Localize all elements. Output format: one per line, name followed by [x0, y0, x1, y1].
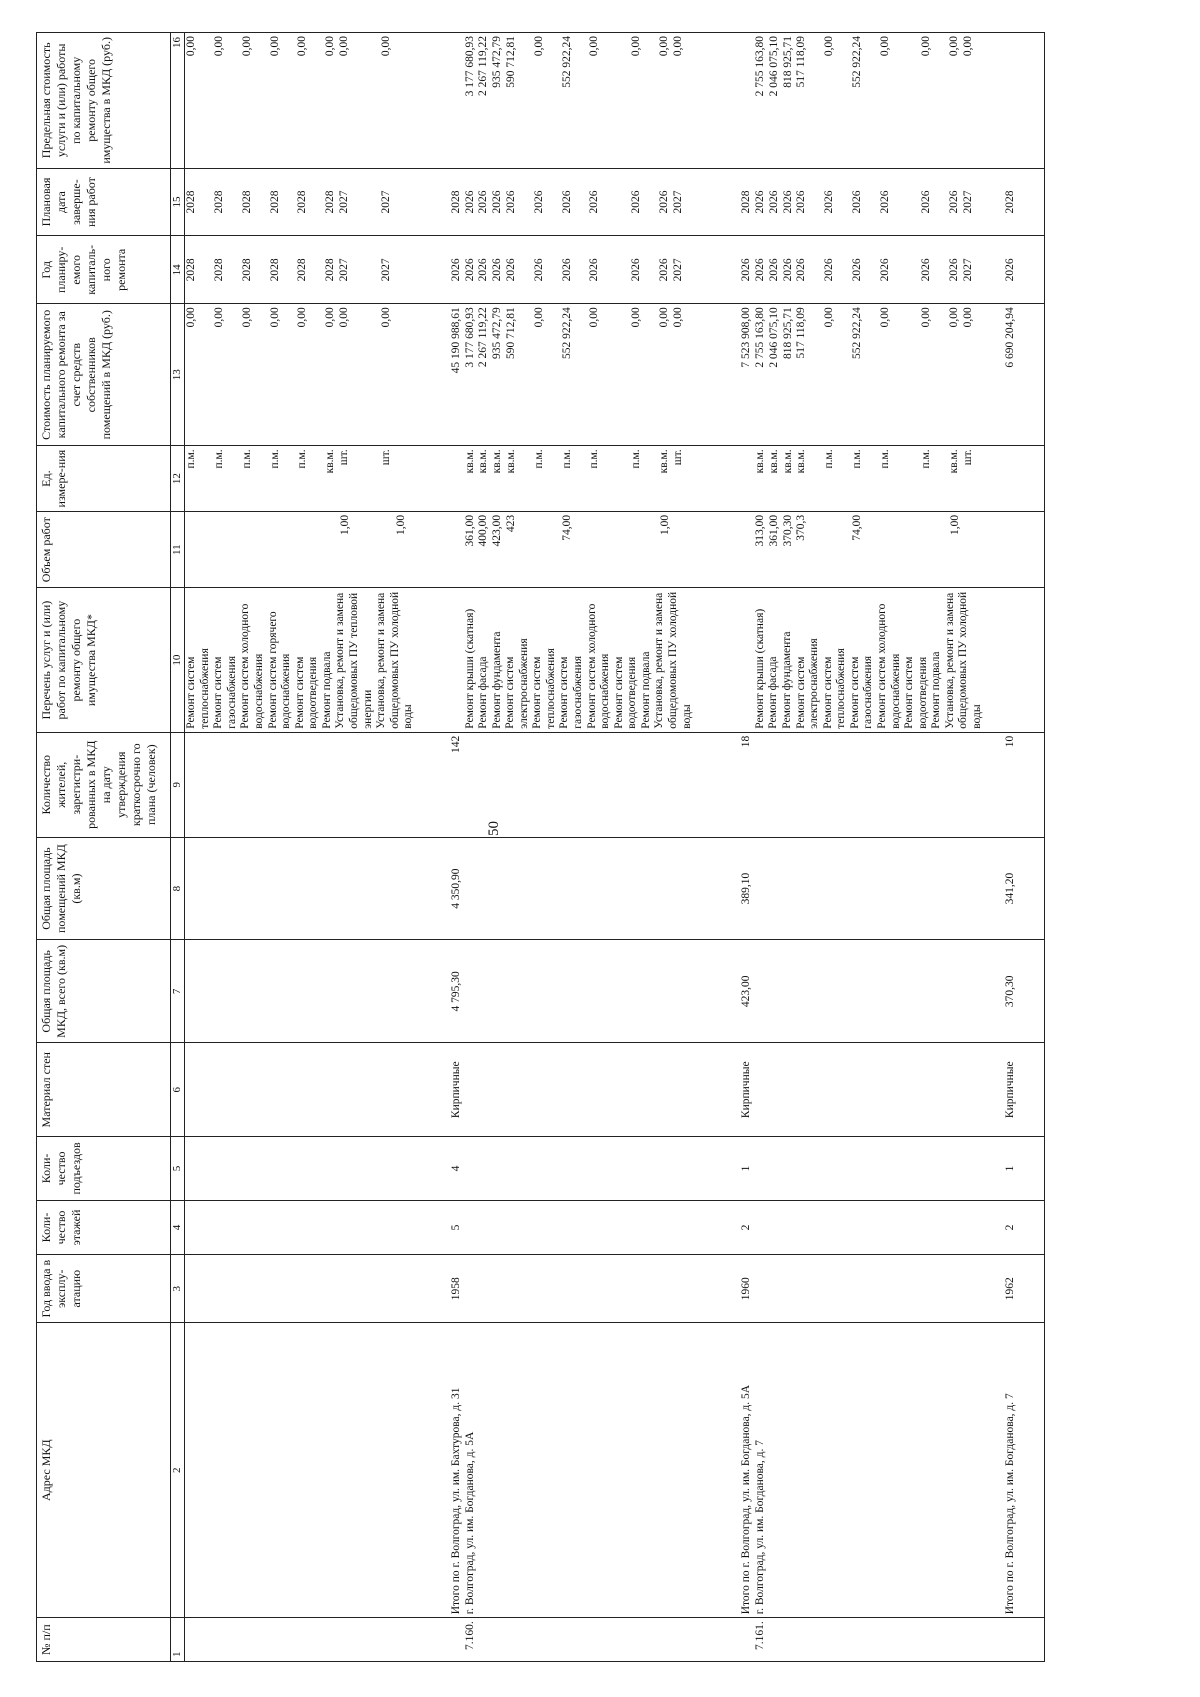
- total-row: [694, 33, 754, 1662]
- column-number: 15: [171, 168, 185, 236]
- unit-value: шт.: [379, 449, 392, 466]
- end-date-value: 2027: [337, 190, 350, 214]
- column-number: 12: [171, 446, 185, 512]
- header-cell: Коли-чество подъездов: [37, 1137, 171, 1200]
- year-value: 2027: [379, 258, 392, 282]
- end-date-value: 2026: [753, 190, 766, 214]
- end-date-list: [464, 168, 695, 236]
- unit-value: кв.м.: [767, 449, 780, 474]
- work-item: Ремонт систем водоотведения: [612, 656, 639, 729]
- cost-value: 0,00: [823, 307, 836, 328]
- end-date-value: 2026: [477, 190, 490, 214]
- header-cell: Адрес МКД: [37, 1323, 171, 1618]
- limit-value: 0,00: [878, 36, 891, 57]
- end-date-list: [185, 168, 416, 236]
- year-list: [185, 236, 416, 304]
- area-total: 4 795,30: [416, 940, 464, 1043]
- work-item: Ремонт систем электроснабжения: [504, 638, 530, 729]
- area-rooms: 389,10: [694, 837, 754, 940]
- cost-value: 0,00: [240, 307, 253, 328]
- header-cell: Предельная стоимость услуги и (или) работы по капитальному ремонту общего имущества в МКД (руб.): [37, 33, 171, 169]
- year-value: 2026: [532, 258, 545, 282]
- end-date-value: 2026: [630, 190, 643, 214]
- end-date-value: 2026: [560, 190, 573, 214]
- year-value: 2028: [296, 258, 309, 282]
- unit-value: кв.м.: [781, 449, 794, 474]
- volume-list: [185, 511, 416, 588]
- cost-list: [754, 304, 985, 446]
- volume-value: 423,00: [491, 514, 504, 547]
- year-value: 2028: [185, 258, 198, 282]
- limit-value: 0,00: [212, 36, 225, 57]
- end-date-value: 2026: [504, 190, 517, 214]
- volume-value: 361,00: [463, 514, 476, 547]
- cost-value: 517 118,09: [795, 307, 808, 359]
- limit-value: 0,00: [185, 36, 198, 57]
- column-number: 2: [171, 1323, 185, 1618]
- limit-value: 3 177 680,93: [463, 36, 476, 97]
- end-date-value: 2026: [878, 190, 891, 214]
- year-value: 2028: [240, 258, 253, 282]
- header-cell: Перечень услуг и (или) работ по капитальному ремонту общего имущества МКД*: [37, 588, 171, 732]
- building-row: [754, 33, 985, 1662]
- end-date-value: 2026: [781, 190, 794, 214]
- unit-value: п.м.: [823, 449, 836, 469]
- unit-value: кв.м.: [504, 449, 517, 474]
- limit-value: 0,00: [920, 36, 933, 57]
- unit-value: кв.м.: [477, 449, 490, 474]
- unit-value: п.м.: [560, 449, 573, 469]
- year-value: 2027: [337, 258, 350, 282]
- work-item: Ремонт систем водоотведения: [293, 656, 320, 729]
- column-number: 1: [171, 1618, 185, 1662]
- cost-value: 2 755 163,80: [753, 307, 766, 368]
- unit-value: п.м.: [268, 449, 281, 469]
- entrances: 4: [416, 1137, 464, 1200]
- year-value: 2026: [560, 258, 573, 282]
- unit-value: п.м.: [920, 449, 933, 469]
- work-item: Ремонт систем газоснабжения: [212, 655, 238, 729]
- limit-value: 2 046 075,10: [767, 36, 780, 97]
- header-cell: Плановая дата заверше-ния работ: [37, 168, 171, 236]
- year-value: 2026: [657, 258, 670, 282]
- limit-value: 0,00: [823, 36, 836, 57]
- year-value: 2026: [920, 258, 933, 282]
- unit-value: шт.: [671, 449, 684, 466]
- header-cell: № п/п: [37, 1618, 171, 1662]
- column-number: 13: [171, 304, 185, 446]
- unit-value: п.м.: [630, 449, 643, 469]
- work-item: Ремонт фундамента: [781, 631, 794, 729]
- cost-value: 2 267 119,22: [477, 307, 490, 368]
- volume-value: 1,00: [339, 514, 352, 536]
- total-end: 2028: [984, 168, 1045, 236]
- year-list: [754, 236, 985, 304]
- limit-value: 818 925,71: [781, 36, 794, 88]
- cost-value: 0,00: [324, 307, 337, 328]
- rotated-page: [36, 32, 1200, 1662]
- cost-list: [185, 304, 416, 446]
- end-date-value: 2026: [767, 190, 780, 214]
- limit-value: 0,00: [630, 36, 643, 57]
- end-date-value: 2026: [463, 190, 476, 214]
- header-cell: Общая площадь помещений МКД (кв.м): [37, 837, 171, 940]
- work-item: Ремонт систем теплоснабжения: [821, 648, 848, 729]
- residents: 10: [984, 732, 1045, 837]
- year-value: 2028: [324, 258, 337, 282]
- cost-value: 552 922,24: [850, 307, 863, 359]
- header-cell: Материал стен: [37, 1043, 171, 1137]
- volume-value: 313,00: [753, 514, 766, 547]
- year-value: 2026: [795, 258, 808, 282]
- limit-value: 0,00: [296, 36, 309, 57]
- work-item: Установка, ремонт и замена общедомовых ПУ холодной воды: [653, 591, 693, 729]
- limit-list: [185, 33, 416, 169]
- total-end: 2028: [694, 168, 754, 236]
- floors: 5: [416, 1200, 464, 1255]
- volume-value: 74,00: [851, 514, 864, 541]
- end-date-value: 2026: [491, 190, 504, 214]
- year-built: 1960: [694, 1255, 754, 1323]
- work-item: Ремонт систем электроснабжения: [794, 638, 821, 729]
- unit-value: п.м.: [850, 449, 863, 469]
- end-date-value: 2028: [212, 190, 225, 214]
- limit-value: 0,00: [324, 36, 337, 57]
- end-date-value: 2028: [324, 190, 337, 214]
- work-item: Ремонт крыши (скатная): [463, 608, 476, 729]
- cost-value: 0,00: [268, 307, 281, 328]
- header-cell: Коли-чество этажей: [37, 1200, 171, 1255]
- cost-value: 0,00: [962, 307, 975, 328]
- end-date-value: 2026: [850, 190, 863, 214]
- limit-value: 0,00: [948, 36, 961, 57]
- table-row: [185, 33, 416, 1662]
- column-number-row: [171, 33, 185, 1662]
- limit-value: 0,00: [588, 36, 601, 57]
- limit-list: [464, 33, 695, 169]
- building-address: г. Волгоград, ул. им. Богданова, д. 7: [754, 1323, 985, 1618]
- unit-value: кв.м.: [657, 449, 670, 474]
- year-value: 2026: [878, 258, 891, 282]
- cost-value: 0,00: [379, 307, 392, 328]
- area-total: 370,30: [984, 940, 1045, 1043]
- area-rooms: 341,20: [984, 837, 1045, 940]
- cost-value: 0,00: [671, 307, 684, 328]
- volume-value: 1,00: [394, 514, 407, 536]
- year-value: 2027: [671, 258, 684, 282]
- end-date-value: 2027: [962, 190, 975, 214]
- row-number: 7.160.: [464, 1618, 695, 1662]
- area-total: 423,00: [694, 940, 754, 1043]
- unit-value: п.м.: [588, 449, 601, 469]
- volume-value: 423: [504, 514, 517, 533]
- limit-value: 2 755 163,80: [753, 36, 766, 97]
- work-item: Ремонт систем водоотведения: [903, 656, 929, 729]
- residents: 142: [416, 732, 464, 837]
- column-number: 7: [171, 940, 185, 1043]
- header-cell: Ед. измере-ния: [37, 446, 171, 512]
- volume-list: [754, 511, 985, 588]
- limit-value: 0,00: [337, 36, 350, 57]
- work-item: Ремонт систем газоснабжения: [558, 655, 585, 729]
- volume-value: 370,30: [781, 514, 794, 547]
- end-date-value: 2026: [920, 190, 933, 214]
- limit-value: 0,00: [962, 36, 975, 57]
- year-value: 2028: [268, 258, 281, 282]
- capital-repair-plan-table: [36, 32, 1045, 1662]
- end-date-value: 2027: [379, 190, 392, 214]
- year-value: 2026: [850, 258, 863, 282]
- column-number: 6: [171, 1043, 185, 1137]
- end-date-value: 2026: [823, 190, 836, 214]
- column-number: 11: [171, 511, 185, 588]
- unit-value: шт.: [962, 449, 975, 466]
- unit-value: п.м.: [212, 449, 225, 469]
- cost-value: 0,00: [185, 307, 198, 328]
- header-cell: Год планиру-емого капиталь-ного ремонта: [37, 236, 171, 304]
- unit-value: кв.м.: [948, 449, 961, 474]
- header-cell: Объем работ: [37, 511, 171, 588]
- unit-value: п.м.: [532, 449, 545, 469]
- unit-list: [185, 446, 416, 512]
- work-item: Ремонт подвала: [639, 651, 652, 729]
- cost-value: 0,00: [588, 307, 601, 328]
- unit-value: п.м.: [296, 449, 309, 469]
- cost-value: 0,00: [296, 307, 309, 328]
- cost-value: 0,00: [920, 307, 933, 328]
- end-date-value: 2026: [532, 190, 545, 214]
- end-date-value: 2028: [185, 190, 198, 214]
- limit-value: 0,00: [379, 36, 392, 57]
- limit-value: 590 712,81: [504, 36, 517, 88]
- year-value: 2026: [504, 258, 517, 282]
- area-rooms: 4 350,90: [416, 837, 464, 940]
- floors: 2: [984, 1200, 1045, 1255]
- cost-value: 0,00: [657, 307, 670, 328]
- volume-value: 370,3: [795, 514, 808, 541]
- year-value: 2026: [588, 258, 601, 282]
- work-list: [185, 588, 416, 732]
- work-item: Ремонт систем газоснабжения: [848, 655, 875, 729]
- work-item: Установка, ремонт и замена общедомовых ПУ тепловой энергии: [334, 592, 374, 729]
- volume-value: 1,00: [948, 514, 961, 536]
- column-number: 9: [171, 732, 185, 837]
- cost-value: 0,00: [948, 307, 961, 328]
- total-address: Итого по г. Волгоград, ул. им. Богданова, д. 5А: [694, 1323, 754, 1618]
- limit-list: [754, 33, 985, 169]
- end-date-value: 2026: [948, 190, 961, 214]
- limit-value: 517 118,09: [795, 36, 808, 88]
- year-value: 2026: [477, 258, 490, 282]
- work-item: Ремонт фундамента: [490, 631, 503, 729]
- year-value: 2026: [781, 258, 794, 282]
- year-value: 2026: [630, 258, 643, 282]
- cost-list: [464, 304, 695, 446]
- work-item: Ремонт систем холодного водоснабжения: [875, 603, 902, 729]
- building-address: г. Волгоград, ул. им. Богданова, д. 5А: [464, 1323, 695, 1618]
- limit-value: 0,00: [671, 36, 684, 57]
- end-date-value: 2026: [795, 190, 808, 214]
- cost-value: 552 922,24: [560, 307, 573, 359]
- year-value: 2026: [823, 258, 836, 282]
- year-value: 2028: [212, 258, 225, 282]
- limit-value: 0,00: [268, 36, 281, 57]
- column-number: 3: [171, 1255, 185, 1323]
- work-item: Ремонт фасада: [767, 656, 780, 729]
- work-item: Ремонт систем теплоснабжения: [531, 648, 557, 729]
- wall-material: Кирпичные: [694, 1043, 754, 1137]
- limit-value: 0,00: [657, 36, 670, 57]
- unit-value: кв.м.: [753, 449, 766, 474]
- year-value: 2026: [767, 258, 780, 282]
- unit-value: кв.м.: [491, 449, 504, 474]
- total-year: 2026: [416, 236, 464, 304]
- building-row: [464, 33, 695, 1662]
- total-address: Итого по г. Волгоград, ул. им. Богданова, д. 7: [984, 1323, 1045, 1618]
- column-number: 5: [171, 1137, 185, 1200]
- total-row: [416, 33, 464, 1662]
- cost-value: 3 177 680,93: [463, 307, 476, 368]
- year-value: 2026: [948, 258, 961, 282]
- limit-value: 552 922,24: [560, 36, 573, 88]
- work-item: Ремонт крыши (скатная): [753, 608, 766, 729]
- cost-value: 0,00: [878, 307, 891, 328]
- entrances: 1: [694, 1137, 754, 1200]
- year-value: 2026: [753, 258, 766, 282]
- end-date-value: 2028: [268, 190, 281, 214]
- entrances: 1: [984, 1137, 1045, 1200]
- work-list: [464, 588, 695, 732]
- header-cell: Количество жителей, зарегистри-рованных в МКД на дату утверждения краткосрочно го плана (человек): [37, 732, 171, 837]
- unit-value: п.м.: [240, 449, 253, 469]
- limit-value: 935 472,79: [491, 36, 504, 88]
- year-value: 2026: [463, 258, 476, 282]
- residents: 18: [694, 732, 754, 837]
- end-date-value: 2028: [296, 190, 309, 214]
- volume-value: 74,00: [560, 514, 573, 541]
- wall-material: Кирпичные: [416, 1043, 464, 1137]
- cost-value: 818 925,71: [781, 307, 794, 359]
- work-item: Ремонт подвала: [930, 651, 943, 729]
- volume-value: 361,00: [767, 514, 780, 547]
- cost-value: 590 712,81: [504, 307, 517, 359]
- work-item: Ремонт подвала: [320, 651, 333, 729]
- floors: 2: [694, 1200, 754, 1255]
- column-number: 10: [171, 588, 185, 732]
- page-number: 50: [486, 821, 502, 836]
- total-cost: 7 523 908,00: [694, 304, 754, 446]
- column-number: 8: [171, 837, 185, 940]
- total-year: 2026: [694, 236, 754, 304]
- unit-value: кв.м.: [324, 449, 337, 474]
- header-cell: Общая площадь МКД, всего (кв.м): [37, 940, 171, 1043]
- total-address: Итого по г. Волгоград, ул. им. Бахтурова, д. 31: [416, 1323, 464, 1618]
- volume-value: 400,00: [477, 514, 490, 547]
- year-list: [464, 236, 695, 304]
- end-date-value: 2026: [657, 190, 670, 214]
- unit-value: кв.м.: [463, 449, 476, 474]
- total-row: [984, 33, 1045, 1662]
- column-number: 4: [171, 1200, 185, 1255]
- unit-list: [464, 446, 695, 512]
- year-built: 1962: [984, 1255, 1045, 1323]
- limit-value: 552 922,24: [850, 36, 863, 88]
- year-value: 2027: [962, 258, 975, 282]
- wall-material: Кирпичные: [984, 1043, 1045, 1137]
- total-end: 2028: [416, 168, 464, 236]
- work-item: Ремонт систем теплоснабжения: [185, 648, 211, 729]
- header-cell: Год ввода в эксплу-атацию: [37, 1255, 171, 1323]
- work-list: [754, 588, 985, 732]
- work-item: Ремонт фасада: [477, 656, 490, 729]
- header-row: [37, 33, 171, 1662]
- row-number: 7.161.: [754, 1618, 985, 1662]
- total-cost: 6 690 204,94: [984, 304, 1045, 446]
- limit-value: 0,00: [532, 36, 545, 57]
- cost-value: 935 472,79: [491, 307, 504, 359]
- work-item: Установка, ремонт и замена общедомовых ПУ холодной воды: [943, 591, 983, 729]
- unit-value: кв.м.: [795, 449, 808, 474]
- limit-value: 2 267 119,22: [477, 36, 490, 96]
- work-item: Ремонт систем холодного водоснабжения: [585, 603, 612, 729]
- end-date-value: 2028: [240, 190, 253, 214]
- unit-value: шт.: [337, 449, 350, 466]
- header-cell: Стоимость планируемого капитального ремонта за счет средств собственников помещений в МКД (руб.): [37, 304, 171, 446]
- work-item: Ремонт систем холодного водоснабжения: [239, 603, 265, 729]
- cost-value: 0,00: [630, 307, 643, 328]
- cost-value: 2 046 075,10: [767, 307, 780, 368]
- limit-value: 0,00: [240, 36, 253, 57]
- year-value: 2026: [491, 258, 504, 282]
- end-date-value: 2027: [671, 190, 684, 214]
- end-date-value: 2026: [588, 190, 601, 214]
- end-date-list: [754, 168, 985, 236]
- column-number: 14: [171, 236, 185, 304]
- total-cost: 45 190 988,61: [416, 304, 464, 446]
- volume-value: 1,00: [658, 514, 671, 536]
- work-item: Установка, ремонт и замена общедомовых ПУ холодной воды: [375, 591, 415, 729]
- cost-value: 0,00: [532, 307, 545, 328]
- work-item: Ремонт систем горячего водоснабжения: [266, 611, 293, 729]
- unit-list: [754, 446, 985, 512]
- cost-value: 0,00: [337, 307, 350, 328]
- column-number: 16: [171, 33, 185, 169]
- year-built: 1958: [416, 1255, 464, 1323]
- total-year: 2026: [984, 236, 1045, 304]
- cost-value: 0,00: [212, 307, 225, 328]
- unit-value: п.м.: [185, 449, 198, 469]
- unit-value: п.м.: [878, 449, 891, 469]
- volume-list: [464, 511, 695, 588]
